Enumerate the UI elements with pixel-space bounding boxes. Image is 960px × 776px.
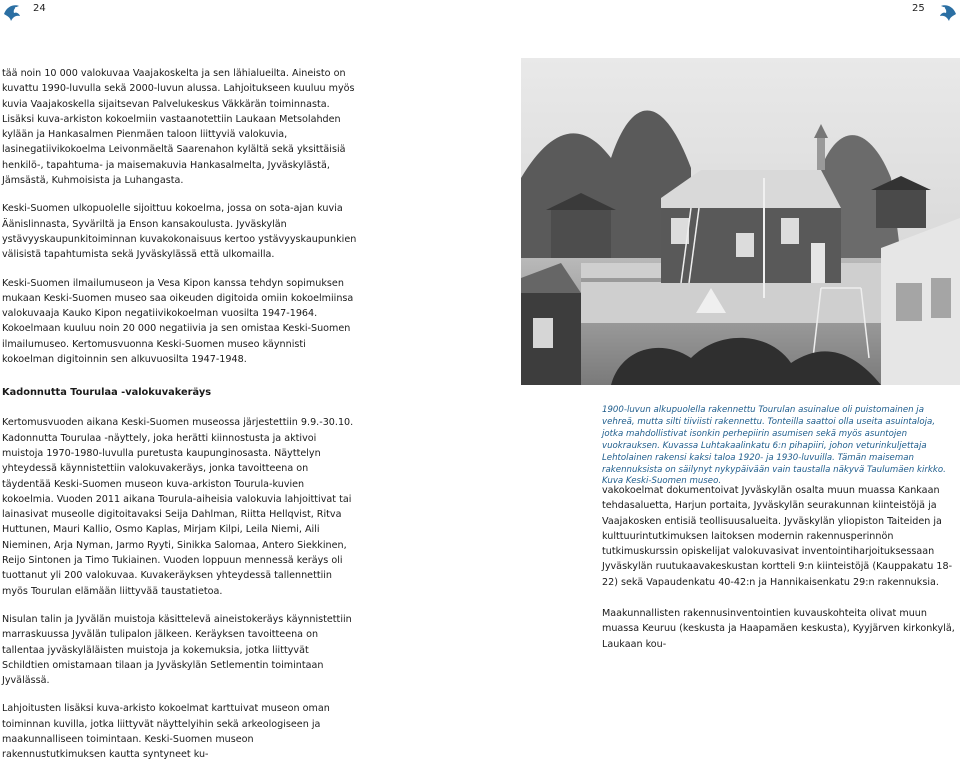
body-paragraph: Keski-Suomen ilmailumuseon ja Vesa Kipon kanssa tehdyn sopimuksen mukaan Keski-Suomen museo saa oikeuden digitoida omiin kokoelmiinsa valokuvaaja Kauko Kipon negatiivikokoelman vuosilta 1947-1964. Kokoelmaan kuuluu noin 20 000 negatiivia ja sen omistaa Keski-Suomen ilmailumuseo. Kertomusvuonna Keski-Suomen museo käynnisti kokoelman digitoinnin sen alkuvuosilta 1947-1948. (2, 277, 354, 366)
body-paragraph: Kertomusvuoden aikana Keski-Suomen museossa järjestettiin 9.9.-30.10. Kadonnutta Tourulaa -näyttely, joka herätti kiinnostusta ja aktivoi muistoja 1970-1980-luvulla puretusta kaupunginosasta. Näyttelyn yhteydessä käynnistettiin valokuvakeräys, jonka tavoitteena on täydentää Keski-Suomen museon kuva-arkiston Tourula-kuvien kokoelmia. Vuoden 2011 aikana Tourula-aiheisia valokuvia lahjoittivat tai lainasivat museolle digitoitavaksi Seija Dahlman, Riitta Hellqvist, Ritva Huttunen, Mauri Kallio, Osmo Kaplas, Mirjam Kilpi, Leila Niemi, Aili Nieminen, Arja Nyman, Jarmo Ryyti, Sinikka Salomaa, Antero Siekkinen, Reijo Sintonen ja Timo Tukiainen. Vuoden loppuun mennessä keräys oli tuottanut yli 200 valokuvaa. Kuvakeräyksen yhteydessä tallennettiin myös Tourulan elämään liittyvää taustatietoa. (2, 417, 354, 597)
body-paragraph: Maakunnallisten rakennusinventointien kuvauskohteita olivat muun muassa Keuruu (keskusta ja Haapamäen keskusta), Kyyjärven kirkonkylä, Laukaan kou- (602, 608, 955, 650)
section-heading: Kadonnutta Tourulaa -valokuvakeräys (2, 387, 212, 399)
bird-emblem-icon (938, 2, 958, 24)
page-number-right: 25 (912, 3, 925, 14)
historical-photo (521, 58, 960, 385)
bird-emblem-icon (2, 2, 22, 24)
right-text-column (602, 483, 958, 665)
body-paragraph: tää noin 10 000 valokuvaa Vaajakoskelta ja sen lähialueilta. Aineisto on kuvattu 1990-luvulla sekä 2000-luvun alussa. Lahjoitukseen kuuluu myös kuvia Vaajakoskella sijaitsevan Palvelukeskus Väkkärän toiminnasta. Lisäksi kuva-arkiston kokoelmiin vastaanotettiin Laukaan Metsolahden kylään ja Hankasalmen Pienmäen taloon liittyviä valokuvia, lasinegatiivikokoelma Leivonmäeltä Saarenahon kylältä sekä yksittäisiä henkilö-, tapahtuma- ja maisemakuvia Hankasalmelta, Jyväskylästä, Jämsästä, Kuhmoisista ja Luhangasta. (2, 68, 355, 187)
body-paragraph: Nisulan talin ja Jyvälän muistoja käsittelevä aineistokeräys käynnistettiin marraskuussa Jyvälän tulipalon jälkeen. Keräyksen tavoitteena on tallentaa jyväskyläläisten muistoja ja kokemuksia, jotka liittyvät Schildtien omistamaan tilaan ja Jyväskylän Setlementin toimintaan Jyvälässä. (2, 613, 352, 687)
body-paragraph: Lahjoitusten lisäksi kuva-arkisto kokoelmat karttuivat museon oman toiminnan kuvilla, jotka liittyvät näyttelyihin sekä arkeologiseen ja maakunnalliseen toimintaan. Keski-Suomen museon rakennustutkimuksen kautta syntyneet ku- (2, 703, 330, 761)
body-paragraph: vakokoelmat dokumentoivat Jyväskylän osalta muun muassa Kankaan tehdasaluetta, Harjun portaita, Jyväskylän seurakunnan kiinteistöjä ja Vaajakosken entisiä teollisuusalueita. Jyväskylän yliopiston Taiteiden ja kulttuurintutkimuksen laitoksen modernin rakennusperinnön tutkimuskurssin opiskelijat valokuvasivat inventointiharjoituksessaan Jyväskylän ruutukaavakeskustan kortteli 9:n kiinteistöjä (Kauppakatu 18-22) sekä Vapaudenkatu 40-42:n ja Hannikaisenkatu 29:n rakennuksia. (602, 485, 953, 588)
page-number-left: 24 (33, 3, 46, 14)
photo-caption: 1900-luvun alkupuolella rakennettu Tourulan asuinalue oli puistomainen ja vehreä, mutta silti tiiviisti rakennettu. Tonteilla saattoi olla useita asuintaloja, jotka mahdollistivat isonkin perhepiirin asumisen sekä myös asuntojen vuokrauksen. Kuvassa Luhtakaalinkatu 6:n pihapiiri, johon veturinkuljettaja Lehtolainen rakensi kaksi taloa 1920- ja 1930-luvuilla. Tämän maiseman rakennuksista on säilynyt nykypäivään vain taustalla näkyvä Taulumäen kirkko. Kuva Keski-Suomen museo. (602, 405, 946, 487)
body-paragraph: Keski-Suomen ulkopuolelle sijoittuu kokoelma, jossa on sota-ajan kuvia Äänislinnasta, Syväriltä ja Enson kansakoulusta. Jyväskylän ystävyyskaupunkitoiminnan kuvakokonaisuus kertoo ystävyyskaupunkien välisistä tapahtumista sekä Jyväskylässä että ulkomailla. (2, 203, 357, 261)
left-text-column (2, 66, 358, 776)
